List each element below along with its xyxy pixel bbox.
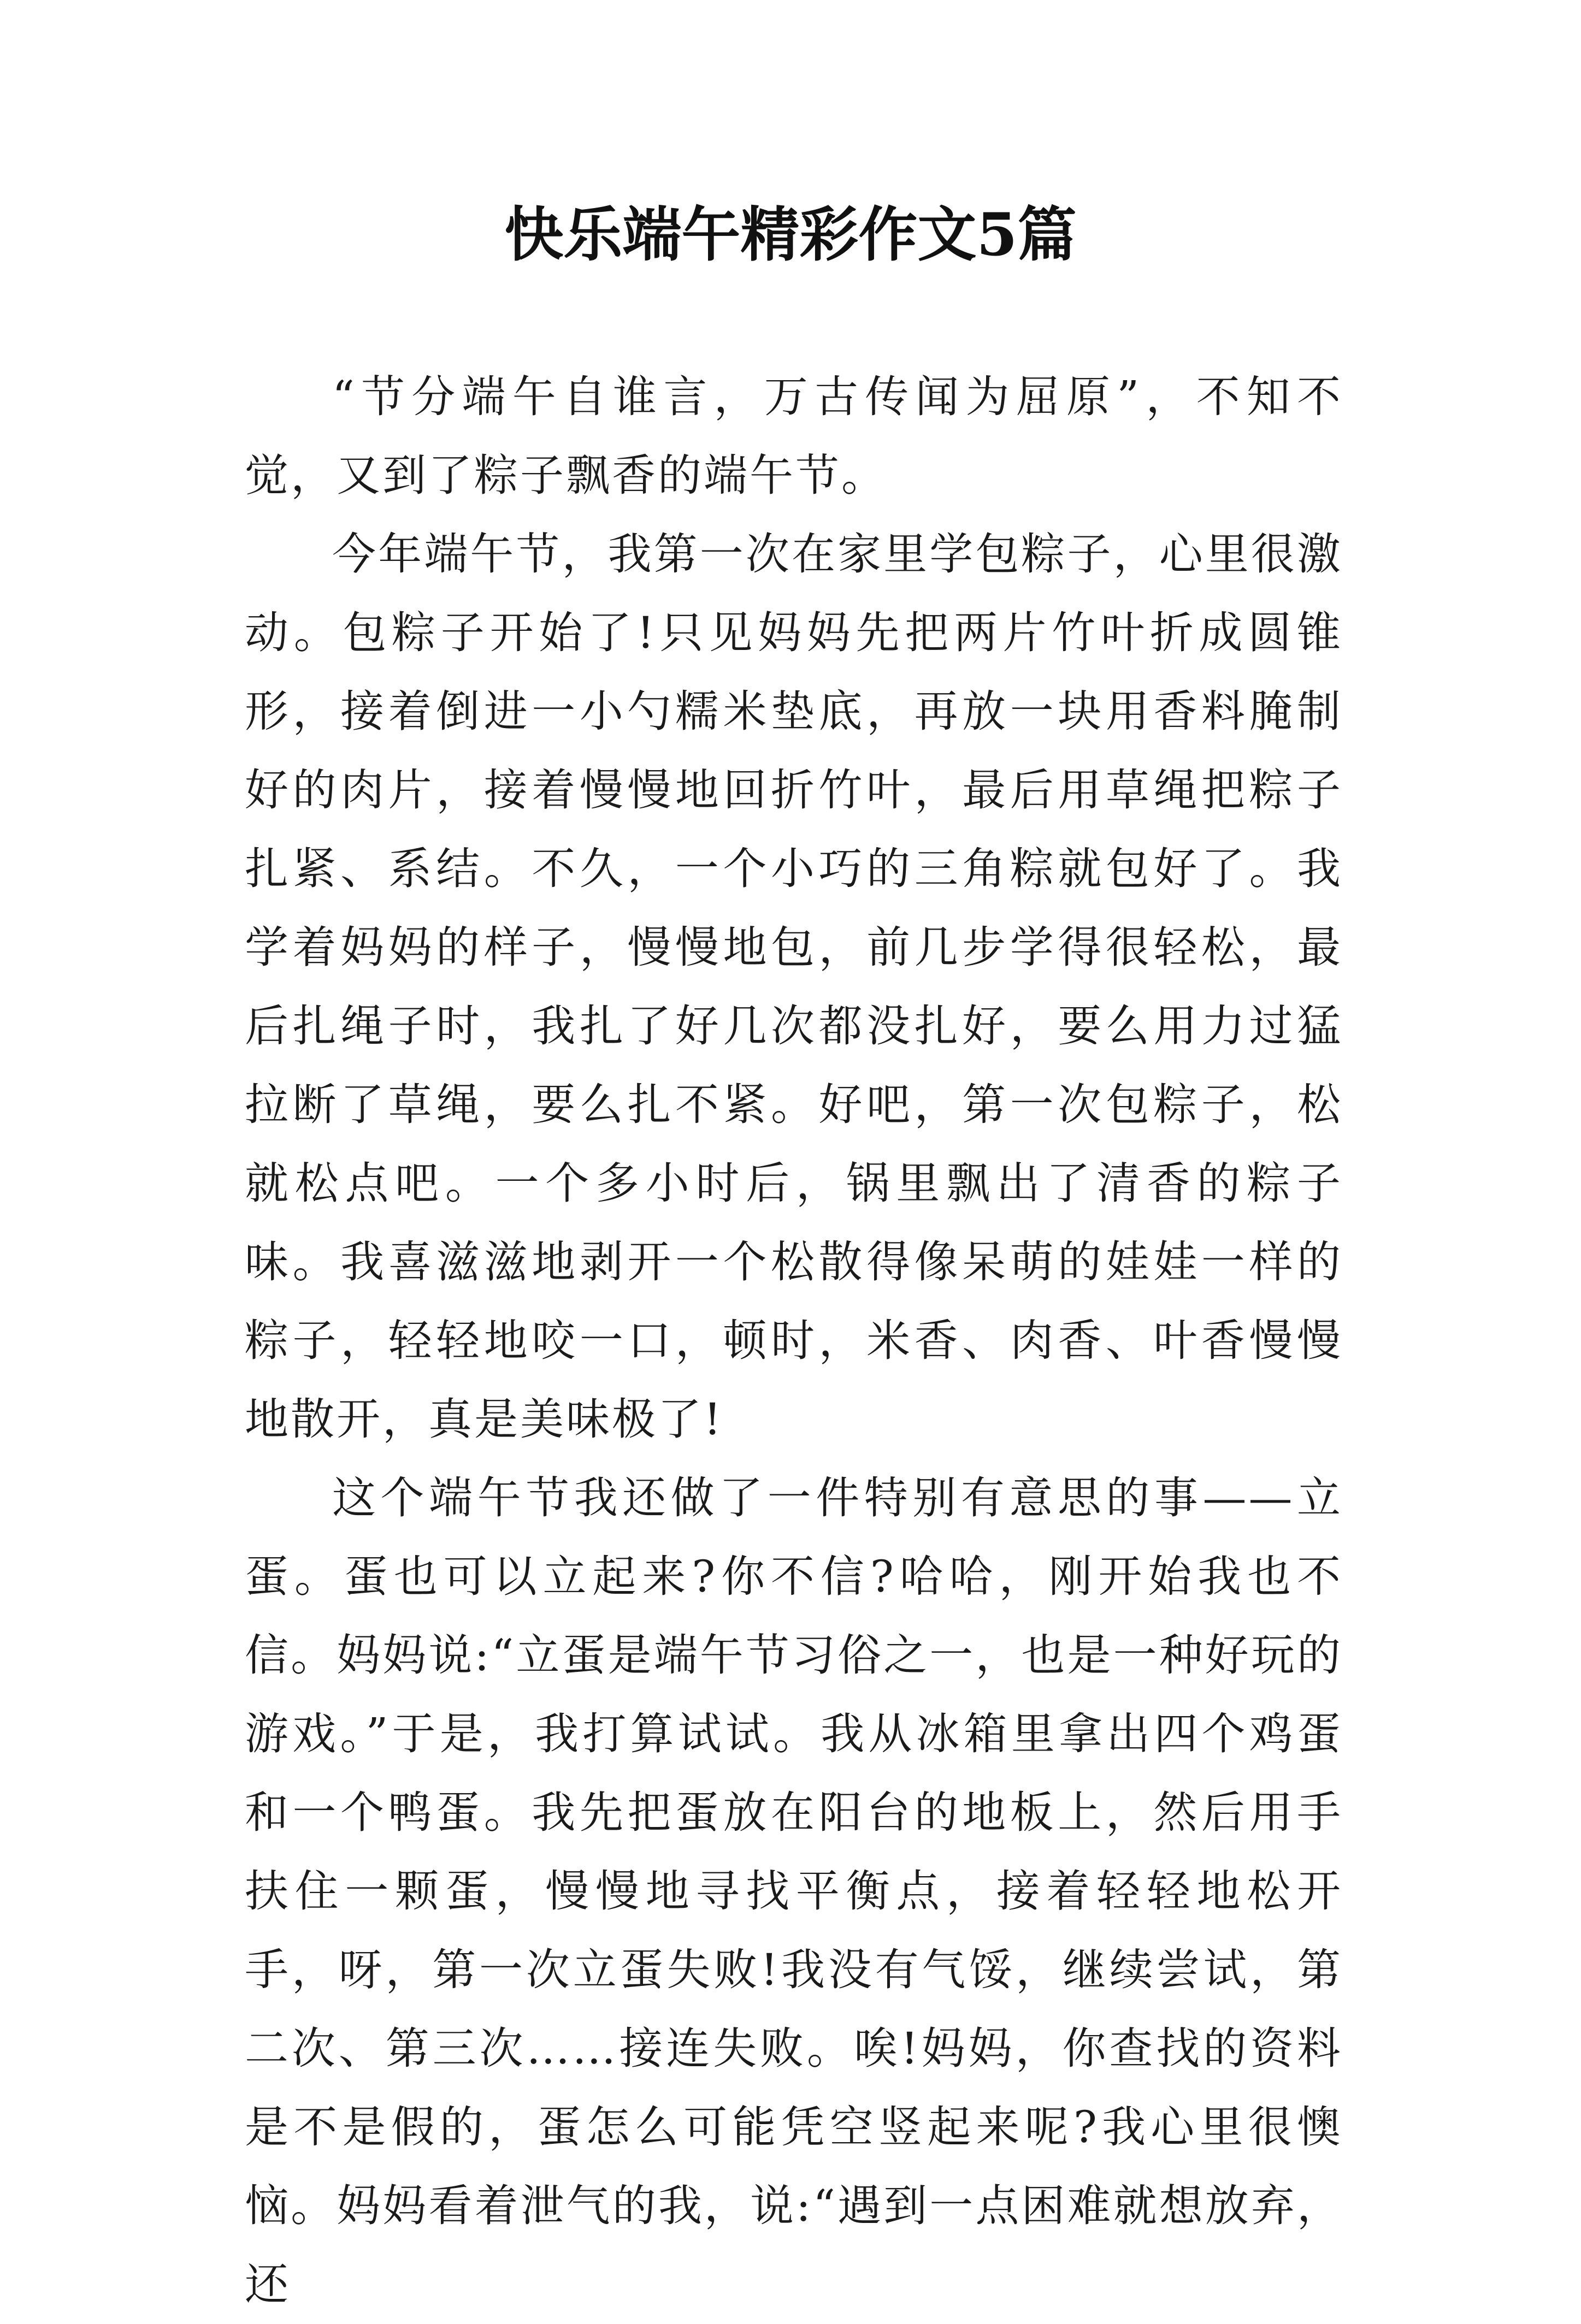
paragraph-1: “节分端午自谁言，万古传闻为屈原”，不知不觉，又到了粽子飘香的端午节。 [245,371,1343,501]
document-body [245,358,1343,2324]
paragraph-2: 今年端午节，我第一次在家里学包粽子，心里很激动。包粽子开始了!只见妈妈先把两片竹叶折成圆锥形，接着倒进一小勺糯米垫底，再放一块用香料腌制好的肉片，接着慢慢地回折竹叶，最后用草绳把粽子扎紧、系结。不久，一个小巧的三角粽就包好了。我学着妈妈的样子，慢慢地包，前几步学得很轻松，最后扎绳子时，我扎了好几次都没扎好，要么用力过猛拉断了草绳，要么扎不紧。好吧，第一次包粽子，松就松点吧。一个多小时后，锅里飘出了清香的粽子味。我喜滋滋地剥开一个松散得像呆萌的娃娃一样的粽子，轻轻地咬一口，顿时，米香、肉香、叶香慢慢地散开，真是美味极了! [245,529,1343,1445]
document-title: 快乐端午精彩作文5篇 [504,200,1077,269]
paragraph-3: 这个端午节我还做了一件特别有意思的事——立蛋。蛋也可以立起来?你不信?哈哈，刚开始我也不信。妈妈说:“立蛋是端午节习俗之一，也是一种好玩的游戏。”于是，我打算试试。我从冰箱里拿出四个鸡蛋和一个鸭蛋。我先把蛋放在阳台的地板上，然后用手扶住一颗蛋，慢慢地寻找平衡点，接着轻轻地松开手，呀，第一次立蛋失败!我没有气馁，继续尝试，第二次、第三次……接连失败。唉!妈妈，你查找的资料是不是假的，蛋怎么可能凭空竖起来呢?我心里很懊恼。妈妈看着泄气的我，说:“遇到一点困难就想放弃，还 [245,1473,1343,2310]
